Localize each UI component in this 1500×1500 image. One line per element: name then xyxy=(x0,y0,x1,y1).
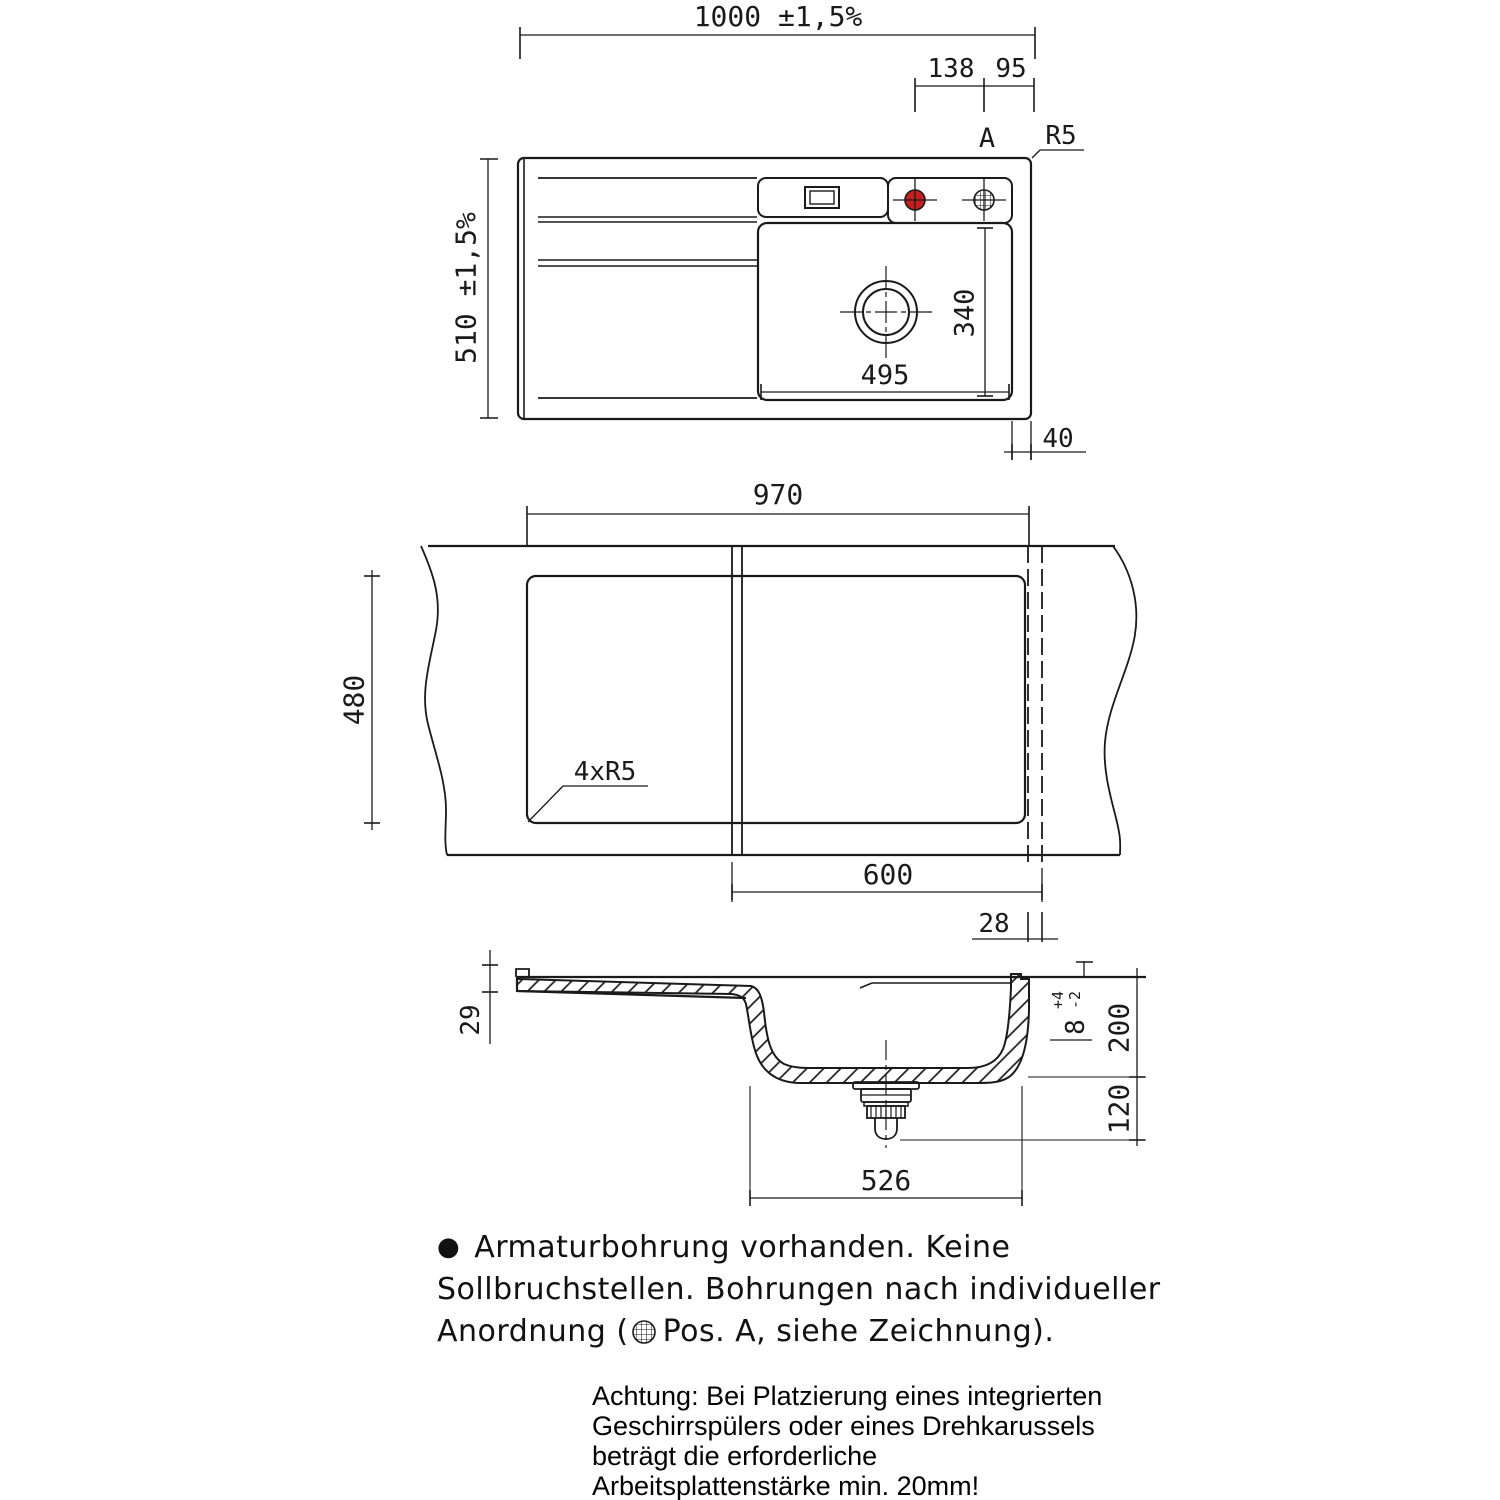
drain-assembly xyxy=(853,1040,919,1148)
dim-offset-label: 28 xyxy=(978,909,1010,939)
dim-cabinet-width-label: 600 xyxy=(862,858,914,891)
corner-radius-label: R5 xyxy=(1045,121,1077,151)
dim-rim-tol-plus: +4 xyxy=(1049,990,1067,1010)
faucet-hole-marker xyxy=(893,179,937,221)
fittings-note-line3b-text: Pos. A, siehe Zeichnung). xyxy=(662,1314,1055,1349)
dim-bottom-width-label: 526 xyxy=(860,1164,912,1197)
dim-edge-height-label: 29 xyxy=(456,1004,486,1036)
basin-edge-lines xyxy=(732,546,742,855)
dim-hole-to-edge-label: 95 xyxy=(995,54,1027,84)
cutout-radius-label: 4xR5 xyxy=(573,757,637,787)
corner-radius-leader xyxy=(1032,150,1084,158)
optional-hole-marker xyxy=(962,179,1006,221)
dim-cutout-depth-label: 480 xyxy=(337,674,371,726)
reference-dash-lines xyxy=(1028,546,1042,862)
break-line-left xyxy=(421,546,447,855)
fittings-note-line3 xyxy=(437,1311,1207,1353)
deck-panel-left xyxy=(758,178,888,217)
warning-line4: Arbeitsplattenstärke min. 20mm! xyxy=(592,1471,980,1500)
fittings-note-line1 xyxy=(437,1226,1207,1269)
fittings-note-line1-text: Armaturbohrung vorhanden. Keine xyxy=(474,1230,1011,1265)
dim-hole-span-label: 138 xyxy=(927,54,975,84)
worktop-warning xyxy=(592,1381,1167,1500)
break-line-right xyxy=(1105,546,1137,855)
dim-rim-tol-minus: -2 xyxy=(1066,990,1084,1010)
pos-a-hole-icon xyxy=(631,1319,657,1345)
fittings-note xyxy=(437,1226,1207,1353)
bullet-icon: ● xyxy=(437,1232,461,1262)
fittings-note-line3a-text: Anordnung ( xyxy=(437,1314,629,1349)
dim-rim-right-label: 40 xyxy=(1042,424,1074,454)
section-view xyxy=(456,950,1146,1206)
dim-total-depth xyxy=(480,159,498,418)
overflow-window-icon xyxy=(805,187,839,208)
dim-basin-width-label: 495 xyxy=(860,360,910,391)
dim-cutout-width-label: 970 xyxy=(752,478,804,511)
dim-drain-clearance-label: 120 xyxy=(1102,1083,1136,1135)
dim-basin-depth-label: 200 xyxy=(1102,1002,1136,1054)
section-material xyxy=(517,974,1029,1083)
basin-back-edge xyxy=(860,983,1010,988)
warning-line3: beträgt die erforderliche xyxy=(592,1441,878,1471)
dim-rim-height-label: 8 xyxy=(1061,1019,1091,1035)
top-view xyxy=(450,0,1087,460)
cutout-view xyxy=(338,478,1137,942)
drain-hole xyxy=(840,266,932,358)
fittings-note-line2: Sollbruchstellen. Bohrungen nach individueller xyxy=(437,1272,1161,1307)
front-lip xyxy=(516,969,529,977)
hole-position-a-label: A xyxy=(978,123,996,154)
dim-total-depth-label: 510 ±1,5% xyxy=(449,212,483,364)
warning-line2: Geschirrspülers oder eines Drehkarussels xyxy=(592,1411,1095,1441)
warning-line1: Achtung: Bei Platzierung eines integrierten xyxy=(592,1381,1103,1411)
cutout-radius-leader xyxy=(528,786,648,822)
dim-total-width-label: 1000 ±1,5% xyxy=(693,0,863,33)
drainboard-ridges xyxy=(538,178,757,398)
sink-outline xyxy=(518,158,1031,419)
dim-basin-depth-label: 340 xyxy=(949,288,981,338)
dim-cutout-width xyxy=(527,506,1029,545)
